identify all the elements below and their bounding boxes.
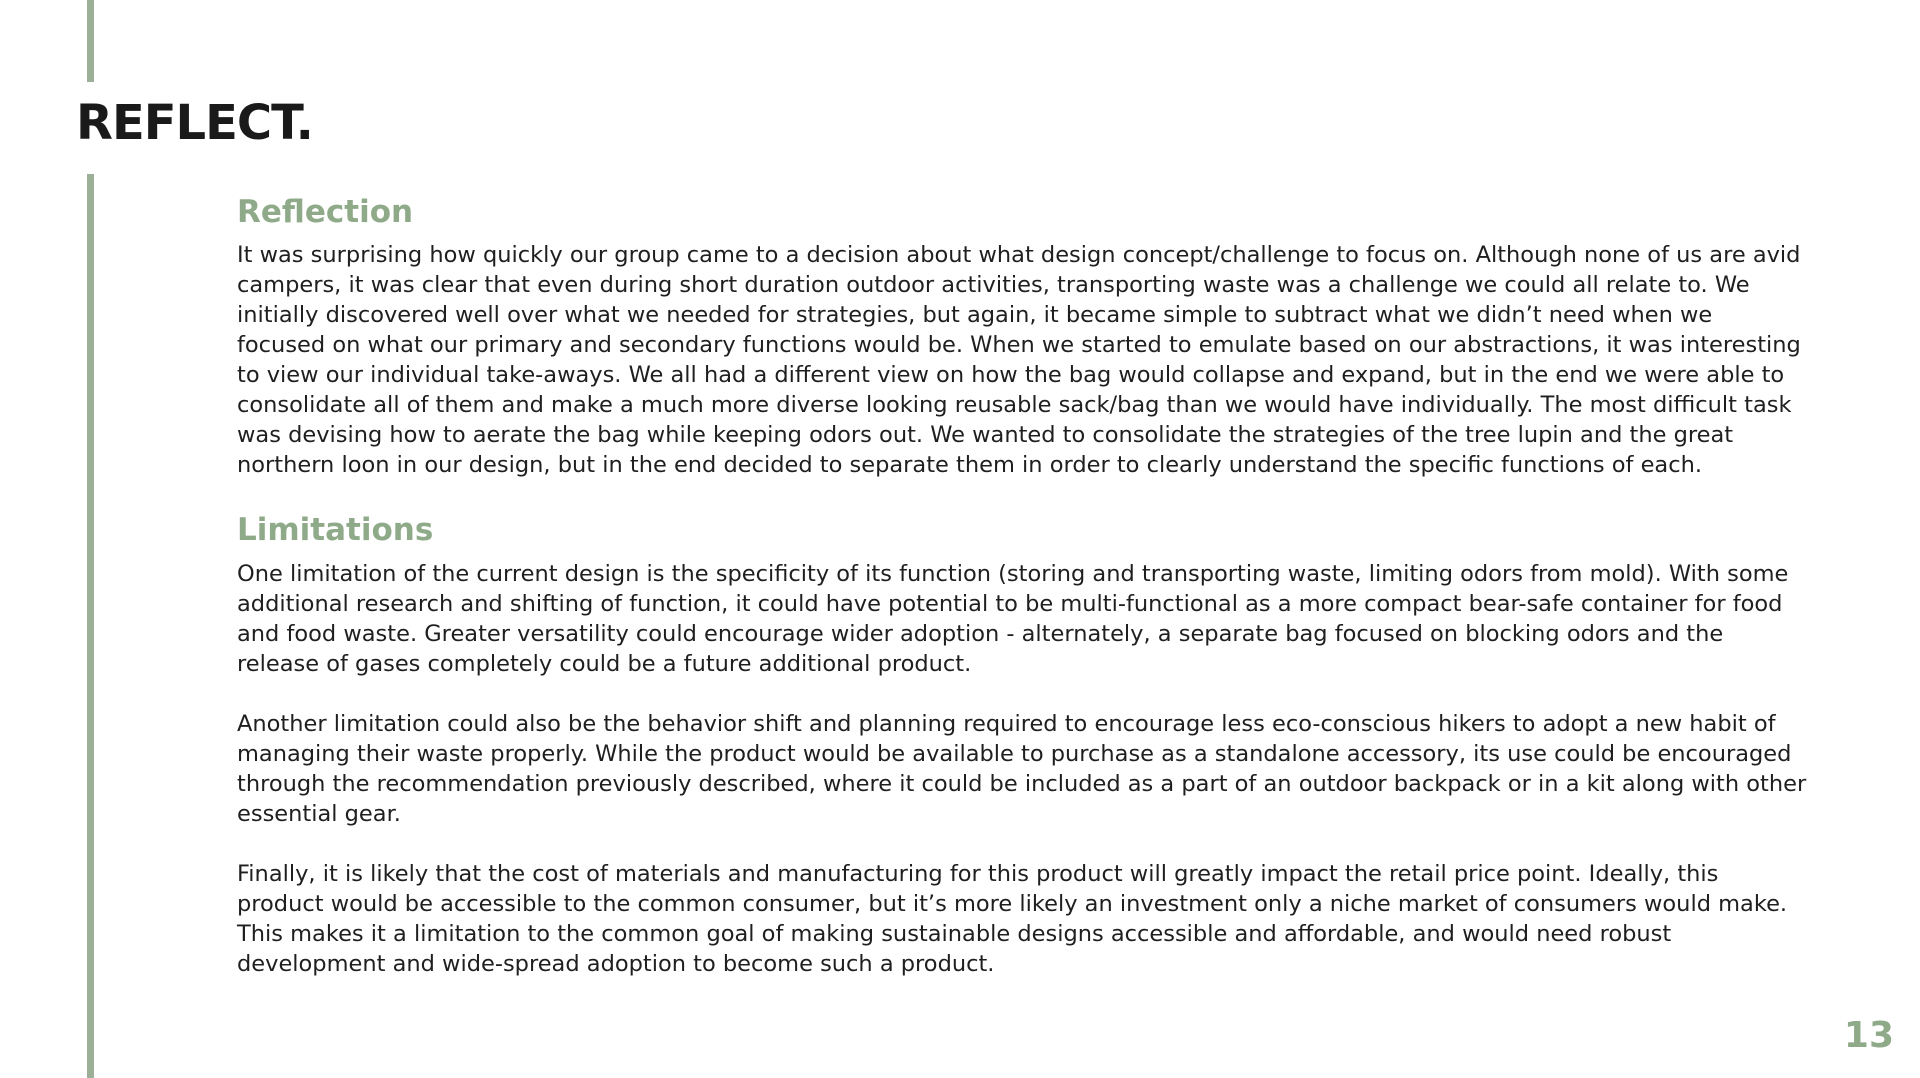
reflection-section (237, 192, 1807, 480)
top-accent-rule (87, 0, 94, 82)
section-spacer (237, 480, 1807, 510)
reflection-paragraph: It was surprising how quickly our group came to a decision about what design concept/challenge to focus on. Although none of us are avid campers, it was clear that even during short duration outdoor activities, transporting waste was a challenge we could all relate to. We initially discovered well over what we needed for strategies, but again, it became simple to subtract what we didn’t need when we focused on what our primary and secondary functions would be. When we started to emulate based on our abstractions, it was interesting to view our individual take-aways. We all had a different view on how the bag would collapse and expand, but in the end we were able to consolidate all of them and make a much more diverse looking reusable sack/bag than we would have individually. The most difficult task was devising how to aerate the bag while keeping odors out. We wanted to consolidate the strategies of the tree lupin and the great northern loon in our design, but in the end decided to separate them in order to clearly understand the specific functions of each. (237, 242, 1801, 479)
limitations-section (237, 510, 1807, 978)
limitations-paragraph-2: Another limitation could also be the behavior shift and planning required to encourage less eco-conscious hikers to adopt a new habit of managing their waste properly. While the product would be available to purchase as a standalone accessory, its use could be encouraged through the recommendation previously described, where it could be included as a part of an outdoor backpack or in a kit along with other essential gear. (237, 710, 1807, 827)
limitations-heading: Limitations (237, 512, 434, 549)
slide-content (237, 192, 1807, 979)
page-title: REFLECT. (76, 95, 313, 151)
limitations-paragraph-1: One limitation of the current design is the specificity of its function (storing and transporting waste, limiting odors from mold). With some additional research and shifting of function, it could have potential to be multi-functional as a more compact bear-safe container for food and food waste. Greater versatility could encourage wider adoption - alternately, a separate bag focused on blocking odors and the release of gases completely could be a future additional product. (237, 560, 1789, 677)
page-number: 13 (1843, 1015, 1894, 1056)
left-accent-rule (87, 174, 94, 1078)
reflection-heading: Reflection (237, 194, 414, 230)
limitations-paragraph-3: Finally, it is likely that the cost of materials and manufacturing for this product will greatly impact the retail price point. Ideally, this product would be accessible to the common consumer, but it’s more likely an investment only a niche market of consumers would make. This makes it a limitation to the common goal of making sustainable designs accessible and affordable, and would need robust development and wide-spread adoption to become such a product. (237, 860, 1788, 977)
paragraph-spacer (237, 829, 1807, 859)
paragraph-spacer (237, 679, 1807, 709)
